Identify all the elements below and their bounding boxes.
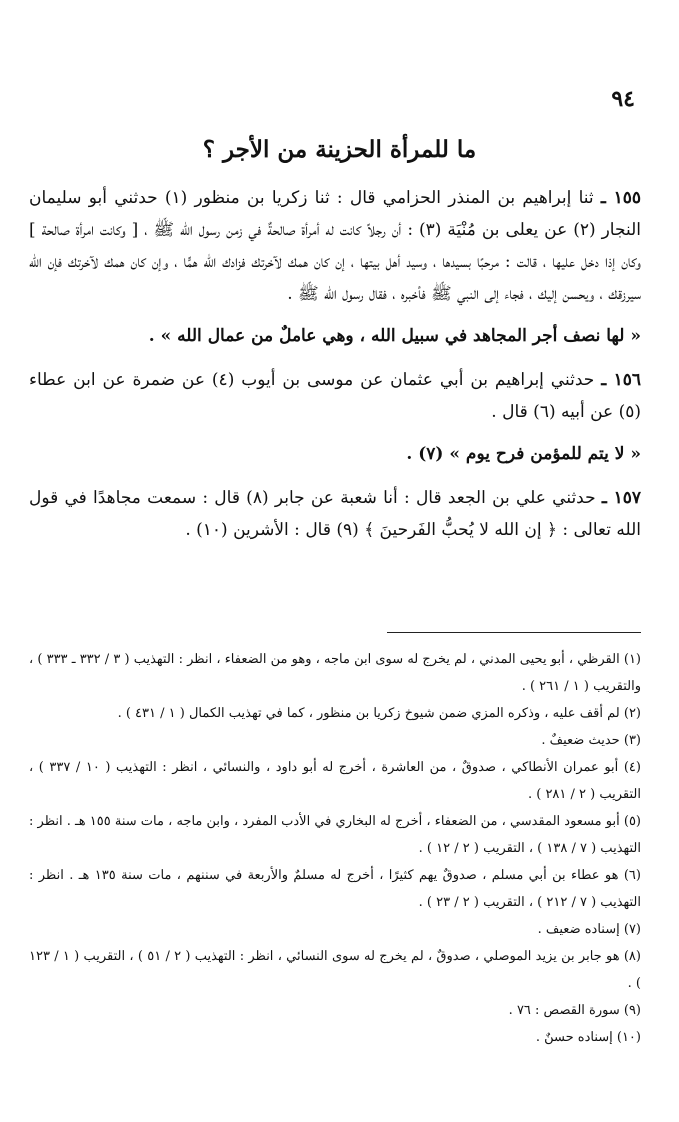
footnote-8: (٨) هو جابر بن يزيد الموصلي ، صدوقٌ ، لم يخرج له سوى النسائي ، انظر : التهذيب ( ٢ / ٥١ ) ، التقريب ( ١ / ١٢٣ ) . [29, 949, 641, 991]
hadith-number: ١٥٥ ـ [600, 188, 642, 208]
hadith-156 [29, 364, 641, 428]
footnotes-list [29, 646, 641, 1051]
footnote-2: (٢) لم أقف عليه ، وذكره المزي ضمن شيوخ زكريا بن منظور ، كما في تهذيب الكمال ( ١ / ٤٣١ ) . [117, 706, 641, 721]
hadith-157 [29, 482, 641, 546]
hadith-text: حدثني إبراهيم بن أبي عثمان عن موسى بن أيوب (٤) عن ضمرة عن ابن عطاء (٥) عن أبيه (٦) قال . [29, 370, 641, 422]
hadith-156-quote: « لا يتم للمؤمن فرح يوم » (٧) . [406, 444, 641, 464]
footnote-6: (٦) هو عطاء بن أبي مسلم ، صدوقٌ يهم كثيرًا ، أخرج له مسلمٌ والأربعة في سننهم ، مات سنة ١٣٥ هـ . انظر : التهذيب ( ٧ / ٢١٢ ) ، التقريب ( ٢ / ٢٣ ) . [29, 868, 641, 910]
footnote-7: (٧) إسناده ضعيف . [537, 922, 641, 937]
hadith-text: حدثني علي بن الجعد قال : أنا شعبة عن جابر (٨) قال : سمعت مجاهدًا في قول الله تعالى : ﴿ إن الله لا يُحبُّ الفَرحينَ ﴾ (٩) قال : الأشرين (١٠) . [29, 488, 641, 540]
footnote-3: (٣) حديث ضعيفٌ . [541, 733, 641, 748]
footnote-9: (٩) سورة القصص : ٧٦ . [508, 1003, 641, 1018]
footnote-1: (١) القرظي ، أبو يحيى المدني ، لم يخرج له سوى ابن ماجه ، وهو من الضعفاء ، انظر : التهذيب ( ٣ / ٣٣٢ ـ ٣٣٣ ) ، والتقريب ( ١ / ٢٦١ ) . [29, 652, 641, 694]
footnote-4: (٤) أبو عمران الأنطاكي ، صدوقٌ ، من العاشرة ، أخرج له أبو داود ، والنسائي ، انظر : التهذيب ( ١٠ / ٣٣٧ ) ، التقريب ( ٢ / ٢٨١ ) . [29, 760, 641, 802]
hadith-number: ١٥٧ ـ [601, 488, 642, 508]
main-text [29, 182, 641, 556]
hadith-text: ثنا إبراهيم بن المنذر الحزامي قال : ثنا زكريا بن منظور (١) حدثني أبو سليمان النجار (٢) عن يعلى بن مُنْيَة (٣) : أن رجلاً كانت له أمرأة صالحةٌ في زمن رسول الله ﷺ ، [ وكانت امرأة صالحة ] وكان إذا دخل عليها ، قالت : مرحبًا بسيدها ، وسيد أهل بيتها ، إن كان همك لآخرتك فزادك الله همًّا ، وإن كان همك لآخرتك فإن الله سيرزقك ، ويحسن إليك ، فجاء إلى النبي ﷺ فأخبره ، فقال رسول الله ﷺ . [29, 188, 641, 304]
hadith-155 [29, 182, 641, 310]
hadith-number: ١٥٦ ـ [601, 370, 642, 390]
footnote-divider [387, 632, 641, 633]
page-number: ٩٤ [611, 86, 635, 112]
hadith-155-quote: « لها نصف أجر المجاهد في سبيل الله ، وهي عاملٌ من عمال الله » . [148, 326, 641, 346]
footnote-10: (١٠) إسناده حسنٌ . [535, 1030, 641, 1045]
chapter-heading: ما للمرأة الحزينة من الأجر ؟ [202, 136, 477, 163]
footnote-5: (٥) أبو مسعود المقدسي ، من الضعفاء ، أخرج له البخاري في الأدب المفرد ، وابن ماجه ، مات سنة ١٥٥ هـ . انظر : التهذيب ( ٧ / ١٣٨ ) ، التقريب ( ٢ / ١٢ ) . [29, 814, 641, 856]
